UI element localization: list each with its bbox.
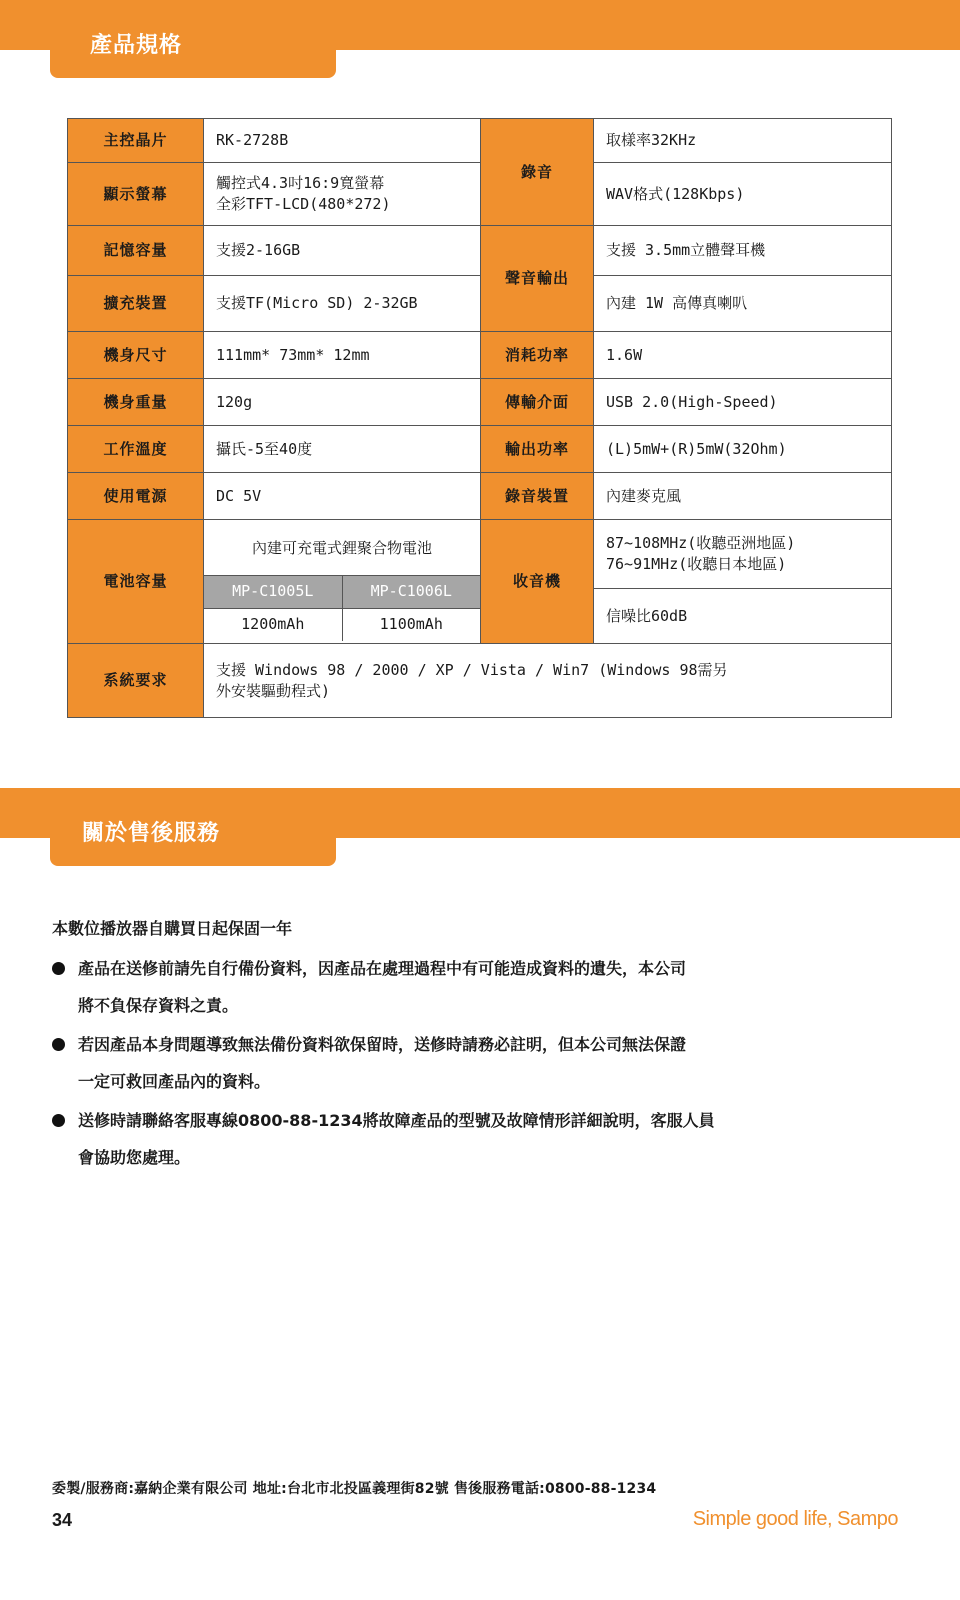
radio-label: 收音機: [481, 520, 594, 644]
display-line-2: 全彩TFT-LCD(480*272): [216, 195, 391, 213]
battery-subtable: [204, 523, 480, 641]
temp-label: 工作溫度: [68, 426, 204, 473]
footer-company-info: 委製/服務商:嘉納企業有限公司 地址:台北市北投區義理街82號 售後服務電話:0800-88-1234: [52, 1481, 657, 1497]
battery-capacity-2: 1100mAh: [379, 615, 443, 633]
output-power-value: (L)5mW+(R)5mW(32Ohm): [594, 426, 892, 473]
battery-model-1: MP-C1005L: [204, 575, 342, 608]
memory-value: 支援2-16GB: [204, 226, 481, 276]
battery-capacity-1: 1200mAh: [204, 608, 342, 641]
audio-out-label: 聲音輸出: [481, 226, 594, 332]
service-bullet: [52, 950, 912, 1024]
rec-device-label: 錄音裝置: [481, 473, 594, 520]
consumption-value: 1.6W: [594, 332, 892, 379]
service-bullet: [52, 1102, 912, 1176]
battery-label: 電池容量: [68, 520, 204, 644]
cpu-value: RK-2728B: [204, 119, 481, 163]
record-value-2: WAV格式(128Kbps): [594, 163, 892, 226]
interface-value: USB 2.0(High-Speed): [594, 379, 892, 426]
weight-label: 機身重量: [68, 379, 204, 426]
radio-value-1: 87~108MHz(收聽亞洲地區): [606, 534, 796, 552]
record-label: 錄音: [481, 119, 594, 226]
bullet-dot-icon: [52, 962, 65, 975]
power-label: 使用電源: [68, 473, 204, 520]
bullet-line: 將不負保存資料之責。: [78, 996, 239, 1015]
battery-type: 內建可充電式鋰聚合物電池: [204, 523, 480, 576]
brand-slogan: Simple good life, Sampo: [692, 1508, 898, 1530]
rec-device-value: 內建麥克風: [594, 473, 892, 520]
power-value: DC 5V: [204, 473, 481, 520]
consumption-label: 消耗功率: [481, 332, 594, 379]
service-bullet: [52, 1026, 912, 1100]
system-line-1: 支援 Windows 98 / 2000 / XP / Vista / Win7 (Windows 98需另: [216, 660, 728, 679]
specs-section-title: 產品規格: [90, 33, 183, 58]
specs-table: [67, 118, 892, 718]
display-line-1: 觸控式4.3吋16:9寬螢幕: [216, 174, 385, 192]
bullet-line: 產品在送修前請先自行備份資料，因產品在處理過程中有可能造成資料的遺失，本公司: [78, 959, 687, 978]
display-label: 顯示螢幕: [68, 163, 204, 226]
output-power-label: 輸出功率: [481, 426, 594, 473]
expand-label: 擴充裝置: [68, 276, 204, 332]
radio-value-3: 信噪比60dB: [594, 589, 892, 644]
bullet-line: 一定可救回產品內的資料。: [78, 1072, 271, 1091]
radio-value-2: 76~91MHz(收聽日本地區): [606, 555, 787, 573]
battery-model-2: MP-C1006L: [342, 575, 480, 608]
weight-value: 120g: [204, 379, 481, 426]
bullet-line: 會協助您處理。: [78, 1148, 191, 1167]
audio-out-value-1: 支援 3.5mm立體聲耳機: [594, 226, 892, 276]
interface-label: 傳輸介面: [481, 379, 594, 426]
audio-out-value-2: 內建 1W 高傳真喇叭: [594, 276, 892, 332]
temp-value: 攝氏-5至40度: [204, 426, 481, 473]
record-value-1: 取樣率32KHz: [594, 119, 892, 163]
page-number: 34: [52, 1510, 73, 1530]
service-bullet-list: [52, 950, 912, 1178]
bullet-dot-icon: [52, 1114, 65, 1127]
service-section-title: 關於售後服務: [82, 821, 221, 846]
display-value: [204, 163, 481, 226]
size-label: 機身尺寸: [68, 332, 204, 379]
system-label: 系統要求: [68, 644, 204, 718]
size-value: 111mm* 73mm* 12mm: [204, 332, 481, 379]
system-line-2: 外安裝驅動程式): [216, 681, 331, 700]
cpu-label: 主控晶片: [68, 119, 204, 163]
bullet-line: 送修時請聯絡客服專線0800-88-1234將故障產品的型號及故障情形詳細說明，客服人員: [78, 1111, 715, 1130]
radio-bands: [594, 520, 892, 589]
bullet-dot-icon: [52, 1038, 65, 1051]
expand-value: 支援TF(Micro SD) 2-32GB: [204, 276, 481, 332]
battery-value: [204, 520, 481, 644]
memory-label: 記憶容量: [68, 226, 204, 276]
warranty-intro: 本數位播放器自購買日起保固一年: [52, 919, 293, 938]
system-value: [204, 644, 892, 718]
bullet-line: 若因產品本身問題導致無法備份資料欲保留時，送修時請務必註明，但本公司無法保證: [78, 1035, 687, 1054]
